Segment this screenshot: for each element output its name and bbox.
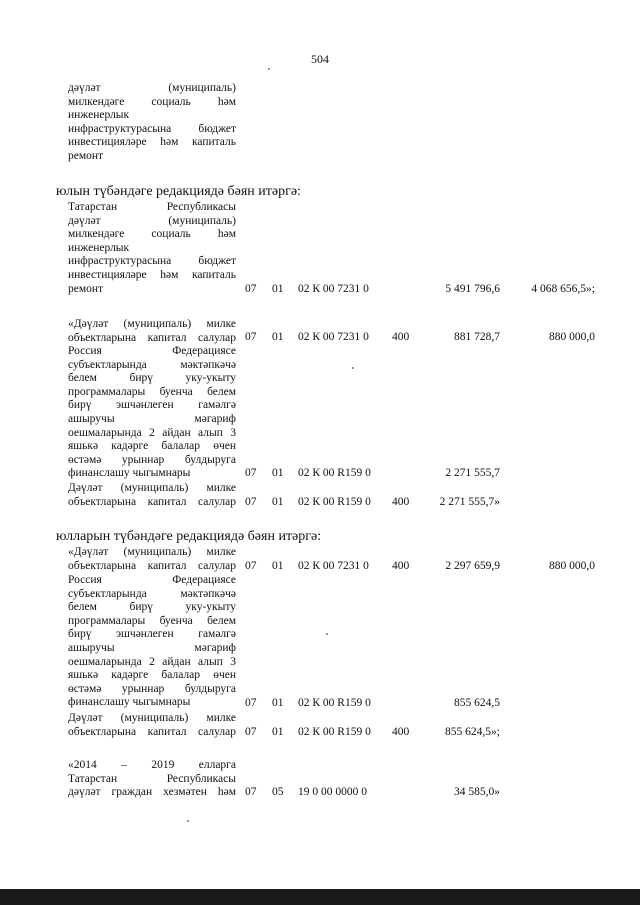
cell-csr: 02 К 00 7231 0 bbox=[298, 560, 369, 572]
text-line: белем бирү уку-укыту bbox=[68, 601, 236, 614]
cell-pr: 01 bbox=[272, 496, 284, 508]
cell-sum1: 2 271 555,7 bbox=[445, 467, 500, 479]
cell-rz: 07 bbox=[245, 467, 257, 479]
text-line: Татарстан Республикасы bbox=[68, 772, 236, 785]
text-line: дәүләт граждан хезмәтен һәм bbox=[68, 786, 236, 799]
text-line: оешмаларында 2 айдан алып 3 bbox=[68, 655, 236, 668]
cell-pr: 01 bbox=[272, 560, 284, 572]
cell-pr: 05 bbox=[272, 786, 284, 798]
text-line: объектларына капитал салулар bbox=[68, 331, 236, 344]
row-label bbox=[68, 546, 236, 573]
row-label bbox=[68, 482, 236, 509]
cell-rz: 07 bbox=[245, 331, 257, 343]
cell-csr: 02 К 00 R159 0 bbox=[298, 697, 371, 709]
page-number: 504 bbox=[311, 52, 329, 66]
cell-sum1: 5 491 796,6 bbox=[445, 283, 500, 295]
cell-rz: 07 bbox=[245, 560, 257, 572]
text-line: субъектларында мәктәпкәчә bbox=[68, 358, 236, 371]
scan-speck bbox=[326, 633, 328, 635]
scan-speck bbox=[268, 68, 270, 70]
row-label bbox=[68, 759, 236, 800]
text-line: инфраструктурасына бюджет bbox=[68, 122, 236, 135]
cell-sum1: 855 624,5»; bbox=[445, 726, 500, 738]
section-heading-2: юлларын түбәндәге редакциядә бәян итәргә: bbox=[56, 529, 322, 544]
text-line: Дәүләт (муниципаль) милке bbox=[68, 482, 236, 494]
text-line: өстәмә урыннар булдыруга bbox=[68, 453, 236, 466]
text-line: белем бирү уку-укыту bbox=[68, 372, 236, 385]
text-line: инфраструктурасына бюджет bbox=[68, 255, 236, 268]
section-heading-1: юлын түбәндәге редакциядә бәян итәргә: bbox=[56, 184, 301, 199]
cell-vr: 400 bbox=[392, 560, 410, 572]
text-line: инвестицияләре һәм капиталь bbox=[68, 268, 236, 281]
text-line: объектларына капитал салулар bbox=[68, 495, 236, 508]
cell-sum2: 880 000,0 bbox=[549, 331, 595, 343]
cell-pr: 01 bbox=[272, 283, 284, 295]
cell-sum1: 34 585,0» bbox=[454, 786, 500, 798]
text-line: «Дәүләт (муниципаль) милке bbox=[68, 546, 236, 558]
text-line: инженерлык bbox=[68, 109, 130, 122]
text-line: оешмаларында 2 айдан алып 3 bbox=[68, 426, 236, 439]
cell-vr: 400 bbox=[392, 331, 410, 343]
cell-sum2: 4 068 656,5»; bbox=[531, 283, 595, 295]
text-line: ашыручы мәгариф bbox=[68, 641, 236, 654]
text-line: Россия Федерациясе bbox=[68, 345, 236, 357]
cell-rz: 07 bbox=[245, 697, 257, 709]
text-line: бирү эшчәнлеген гамәлгә bbox=[68, 628, 236, 641]
cell-csr: 02 К 00 R159 0 bbox=[298, 467, 371, 479]
text-line: Дәүләт (муниципаль) милке bbox=[68, 712, 236, 724]
row-label bbox=[68, 201, 236, 296]
top-text-block bbox=[68, 82, 236, 164]
text-line: субъектларында мәктәпкәчә bbox=[68, 587, 236, 600]
text-line: «Дәүләт (муниципаль) милке bbox=[68, 318, 236, 330]
cell-csr: 02 К 00 R159 0 bbox=[298, 726, 371, 738]
cell-rz: 07 bbox=[245, 786, 257, 798]
cell-pr: 01 bbox=[272, 331, 284, 343]
row-label bbox=[68, 712, 236, 739]
scan-speck bbox=[352, 367, 354, 369]
row-label bbox=[68, 318, 236, 345]
text-line: программалары буенча белем bbox=[68, 385, 236, 398]
text-line: объектларына капитал салулар bbox=[68, 559, 236, 572]
text-line: милкендәге социаль һәм bbox=[68, 95, 236, 108]
text-line: Россия Федерациясе bbox=[68, 574, 236, 586]
cell-sum1: 881 728,7 bbox=[454, 331, 500, 343]
text-line: яшькә кадәрге балалар өчен bbox=[68, 440, 236, 453]
cell-csr: 02 К 00 R159 0 bbox=[298, 496, 371, 508]
row-label bbox=[68, 345, 236, 481]
cell-pr: 01 bbox=[272, 697, 284, 709]
cell-pr: 01 bbox=[272, 467, 284, 479]
cell-sum1: 855 624,5 bbox=[454, 697, 500, 709]
text-line: «2014 – 2019 елларга bbox=[68, 759, 236, 771]
cell-rz: 07 bbox=[245, 283, 257, 295]
cell-rz: 07 bbox=[245, 496, 257, 508]
text-line: дәүләт (муниципаль) bbox=[68, 82, 236, 94]
cell-sum2: 880 000,0 bbox=[549, 560, 595, 572]
text-line: милкендәге социаль һәм bbox=[68, 228, 236, 241]
text-line: программалары буенча белем bbox=[68, 614, 236, 627]
cell-vr: 400 bbox=[392, 496, 410, 508]
cell-csr: 19 0 00 0000 0 bbox=[298, 786, 367, 798]
cell-rz: 07 bbox=[245, 726, 257, 738]
cell-sum1: 2 297 659,9 bbox=[445, 560, 500, 572]
text-line: ремонт bbox=[68, 282, 104, 295]
text-line: инвестицияләре һәм капиталь bbox=[68, 136, 236, 149]
text-line: яшькә кадәрге балалар өчен bbox=[68, 669, 236, 682]
text-line: дәүләт (муниципаль) bbox=[68, 214, 236, 227]
cell-pr: 01 bbox=[272, 726, 284, 738]
text-line: бирү эшчәнлеген гамәлгә bbox=[68, 399, 236, 412]
text-line: инженерлык bbox=[68, 241, 130, 254]
cell-csr: 02 К 00 7231 0 bbox=[298, 331, 369, 343]
text-line: ремонт bbox=[68, 149, 104, 162]
scan-speck bbox=[187, 820, 189, 822]
scan-border-bottom bbox=[0, 889, 640, 905]
text-line: финанслашу чыгымнары bbox=[68, 696, 191, 709]
text-line: финанслашу чыгымнары bbox=[68, 467, 191, 480]
cell-csr: 02 К 00 7231 0 bbox=[298, 283, 369, 295]
row-label bbox=[68, 574, 236, 710]
text-line: Татарстан Республикасы bbox=[68, 201, 236, 213]
cell-sum1: 2 271 555,7» bbox=[439, 496, 500, 508]
text-line: ашыручы мәгариф bbox=[68, 412, 236, 425]
text-line: өстәмә урыннар булдыруга bbox=[68, 682, 236, 695]
cell-vr: 400 bbox=[392, 726, 410, 738]
text-line: объектларына капитал салулар bbox=[68, 725, 236, 738]
